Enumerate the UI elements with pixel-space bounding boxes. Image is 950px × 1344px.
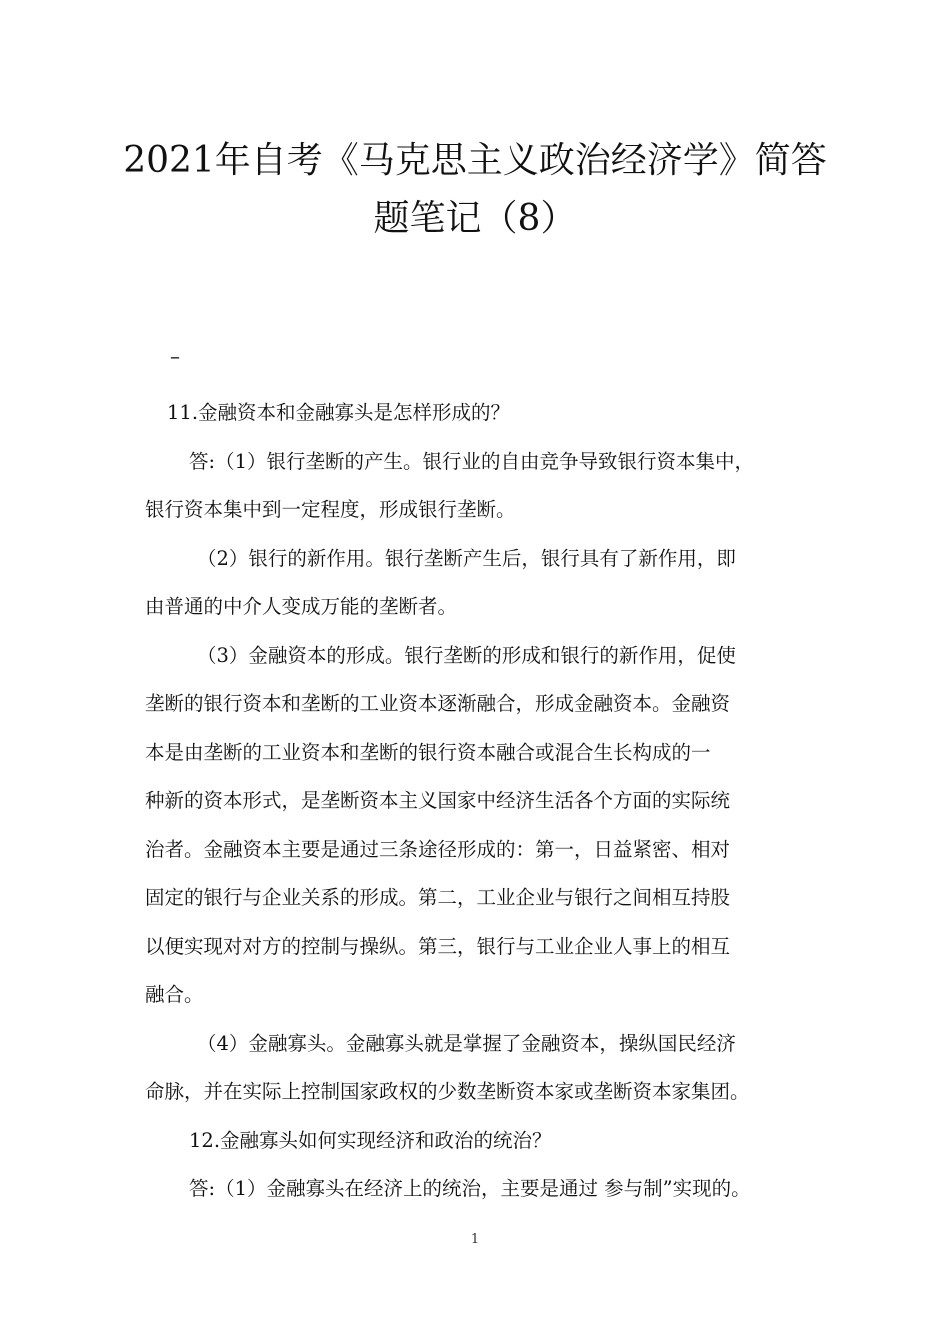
body-line: 由普通的中介人变成万能的垄断者。 [145,595,458,618]
body-line: （2）银行的新作用。银行垄断产生后，银行具有了新作用，即 [197,546,736,570]
title-line-2: 题笔记（8） [373,198,577,239]
body-line: 垄断的银行资本和垄断的工业资本逐渐融合，形成金融资本。金融资 [145,692,731,715]
body-line: 银行资本集中到一定程度，形成银行垄断。 [145,498,516,521]
question-11: 11.金融资本和金融寡头是怎样形成的？ [167,401,511,424]
title-line-1: 2021年自考《马克思主义政治经济学》简答 [123,140,827,181]
body-line: 答:（1）银行垄断的产生。银行业的自由竞争导致银行资本集中， [189,449,754,473]
body-line: （4）金融寡头。金融寡头就是掌握了金融资本，操纵国民经济 [197,1031,736,1055]
body-line: 命脉，并在实际上控制国家政权的少数垄断资本家或垄断资本家集团。 [145,1080,750,1103]
question-12: 12.金融寡头如何实现经济和政治的统治？ [189,1128,552,1152]
body-line: 固定的银行与企业关系的形成。第二，工业企业与银行之间相互持股 [145,886,731,909]
body-line: 以便实现对对方的控制与操纵。第三，银行与工业企业人事上的相互 [145,934,731,958]
body-line: 答:（1）金融寡头在经济上的统治，主要是通过 参与制”实现的。 [189,1177,751,1200]
body-line: 种新的资本形式，是垄断资本主义国家中经济生活各个方面的实际统 [145,789,731,812]
dash-mark: – [170,344,180,368]
page-number: 1 [470,1232,480,1247]
body-line: 本是由垄断的工业资本和垄断的银行资本融合或混合生长构成的一 [145,740,711,764]
document-body [145,389,811,1214]
body-line: 治者。金融资本主要是通过三条途径形成的：第一，日益紧密、相对 [145,837,731,861]
body-line: （3）金融资本的形成。银行垄断的形成和银行的新作用，促使 [197,643,736,667]
body-line: 融合。 [145,983,204,1006]
document-title [100,132,850,248]
